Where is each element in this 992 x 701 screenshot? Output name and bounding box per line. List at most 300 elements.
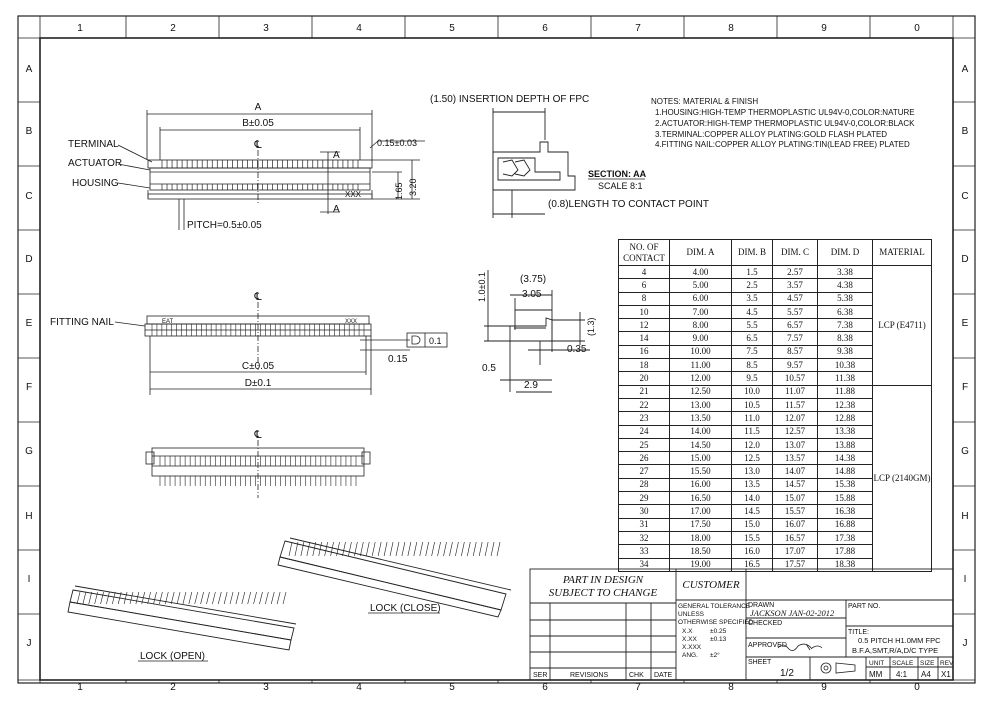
terminal-pin <box>189 592 192 604</box>
table-cell: 3.38 <box>818 266 873 279</box>
terminal-pin <box>467 542 470 556</box>
terminal-pin <box>248 592 251 604</box>
table-cell: 13.00 <box>670 398 732 411</box>
terminal-pin <box>265 592 268 604</box>
zone-number-top: 7 <box>635 23 641 34</box>
table-cell: 17.50 <box>670 518 732 531</box>
section-mark-top: A <box>333 150 340 161</box>
zone-number-bottom: 2 <box>170 682 176 693</box>
terminal-label: TERMINAL <box>68 139 119 150</box>
dim-b-label: B±0.05 <box>242 118 274 129</box>
size-label: SIZE <box>920 660 935 667</box>
table-cell: 4 <box>619 266 670 279</box>
terminal-pin <box>372 542 375 556</box>
zone-letter-right: I <box>963 574 967 585</box>
terminal-pin <box>89 592 92 604</box>
table-cell: 7.38 <box>818 319 873 332</box>
terminal-pin <box>271 592 274 604</box>
tolerance-unless: UNLESS <box>678 611 705 618</box>
table-cell: 15.0 <box>732 518 773 531</box>
table-cell: 12.50 <box>670 385 732 398</box>
zone-letter-right: E <box>961 318 969 329</box>
top-view-pins <box>162 160 358 190</box>
table-cell: 16.00 <box>670 478 732 491</box>
table-cell: 10.0 <box>732 385 773 398</box>
xxx-marking: XXX <box>345 190 362 199</box>
terminal-pin <box>449 542 452 556</box>
table-cell: 5.5 <box>732 319 773 332</box>
table-cell: 11.5 <box>732 425 773 438</box>
table-cell: 15.38 <box>818 478 873 491</box>
table-cell: 25 <box>619 438 670 451</box>
table-cell: 13.5 <box>732 478 773 491</box>
terminal-pin <box>195 592 198 604</box>
table-cell: 14.5 <box>732 505 773 518</box>
table-cell: 13.0 <box>732 465 773 478</box>
table-cell: 28 <box>619 478 670 491</box>
table-cell: 34 <box>619 558 670 571</box>
dim-10-label: 1.0±0.1 <box>477 272 487 302</box>
centerline-mark: ℄ <box>254 291 262 303</box>
terminal-pin <box>420 542 423 556</box>
dimension-table-body <box>619 266 932 572</box>
table-cell: 4.5 <box>732 305 773 318</box>
table-cell: 14.50 <box>670 438 732 451</box>
title-line-1: 0.5 PITCH H1.0MM FPC <box>858 636 941 645</box>
zone-letter-right: H <box>961 511 969 522</box>
table-cell: 10.00 <box>670 345 732 358</box>
table-cell: 17.07 <box>773 545 818 558</box>
zone-number-top: 5 <box>449 23 455 34</box>
table-cell: 21 <box>619 385 670 398</box>
table-cell: 15.07 <box>773 492 818 505</box>
table-cell: 22 <box>619 398 670 411</box>
tolerance-otherwise: OTHERWISE SPECIFIED <box>678 619 754 626</box>
dim-29-label: 2.9 <box>524 380 538 391</box>
dim-a-label: A <box>254 102 262 113</box>
iso-view-close-pins <box>289 542 500 556</box>
terminal-pin <box>342 542 345 556</box>
table-cell: 9.38 <box>818 345 873 358</box>
zone-number-top: 1 <box>77 23 83 34</box>
table-cell: 5.00 <box>670 279 732 292</box>
approved-label: APPROVED <box>748 642 787 649</box>
section-label: SECTION: AA <box>588 169 647 179</box>
tol-key: X.X <box>682 628 693 635</box>
table-cell: 2.5 <box>732 279 773 292</box>
table-cell: 15.5 <box>732 531 773 544</box>
table-cell: 8 <box>619 292 670 305</box>
table-cell: 15.00 <box>670 452 732 465</box>
terminal-pin <box>497 542 500 556</box>
terminal-pin <box>479 542 482 556</box>
table-cell: 27 <box>619 465 670 478</box>
table-cell: 12.0 <box>732 438 773 451</box>
terminal-pin <box>461 542 464 556</box>
unit-label: UNIT <box>869 660 885 667</box>
xxx-marking: XXX <box>345 319 358 325</box>
table-cell: 10.57 <box>773 372 818 385</box>
flatness-value: 0.1 <box>429 336 442 346</box>
table-cell: 16.38 <box>818 505 873 518</box>
table-cell: 10.5 <box>732 398 773 411</box>
note-line: 1.HOUSING:HIGH-TEMP THERMOPLASTIC UL94V-0,COLOR:NATURE <box>655 108 915 117</box>
table-cell: 6.00 <box>670 292 732 305</box>
terminal-pin <box>366 542 369 556</box>
lock-close-label: LOCK (CLOSE) <box>370 603 441 614</box>
part-in-design: PART IN DESIGN <box>562 574 644 586</box>
zone-letter-left: C <box>25 191 33 202</box>
table-cell: 18 <box>619 359 670 372</box>
terminal-pin <box>408 542 411 556</box>
table-cell: 6 <box>619 279 670 292</box>
table-cell: 23 <box>619 412 670 425</box>
material-cell-2: LCP (2140GM) <box>873 385 932 571</box>
revisions-label: REVISIONS <box>570 672 609 679</box>
table-cell: 17.57 <box>773 558 818 571</box>
header-material: MATERIAL <box>873 240 932 266</box>
dim-165-label: 1.65 <box>394 182 404 200</box>
terminal-pin <box>236 592 239 604</box>
table-cell: 17.88 <box>818 545 873 558</box>
ser-label: SER <box>533 672 548 679</box>
table-cell: 8.5 <box>732 359 773 372</box>
dim-375-label: (3.75) <box>520 274 547 285</box>
terminal-pin <box>325 542 328 556</box>
table-cell: 11.57 <box>773 398 818 411</box>
table-cell: 3.5 <box>732 292 773 305</box>
tol-val: ±0.13 <box>710 636 727 643</box>
table-cell: 13.07 <box>773 438 818 451</box>
terminal-pin <box>177 592 180 604</box>
terminal-pin <box>485 542 488 556</box>
zone-letter-left: G <box>25 446 33 457</box>
unit-value: MM <box>869 670 883 679</box>
zone-letter-left: H <box>25 511 33 522</box>
table-cell: 33 <box>619 545 670 558</box>
zone-letter-right: B <box>961 126 969 137</box>
terminal-pin <box>148 592 151 604</box>
subject-to-change: SUBJECT TO CHANGE <box>548 587 658 599</box>
header-contacts: NO. OF CONTACT <box>619 240 670 266</box>
zone-letter-right: D <box>961 254 969 265</box>
lock-open-label: LOCK (OPEN) <box>140 651 206 662</box>
table-cell: 3.57 <box>773 279 818 292</box>
terminal-pin <box>130 592 133 604</box>
scale-label: SCALE 8:1 <box>598 181 643 191</box>
table-cell: 12 <box>619 319 670 332</box>
zone-number-bottom: 9 <box>821 682 827 693</box>
checked-label: CHECKED <box>748 620 783 627</box>
zone-number-top: 4 <box>356 23 362 34</box>
zone-number-top: 2 <box>170 23 176 34</box>
material-cell-1: LCP (E4711) <box>873 266 932 386</box>
zone-letter-right: J <box>962 638 968 649</box>
terminal-pin <box>307 542 310 556</box>
terminal-pin <box>301 542 304 556</box>
table-cell: 9.00 <box>670 332 732 345</box>
date-label: DATE <box>654 672 673 679</box>
table-cell: 32 <box>619 531 670 544</box>
section-mark-bottom: A <box>333 204 340 215</box>
zone-number-top: 0 <box>914 23 920 34</box>
table-cell: 11.00 <box>670 359 732 372</box>
terminal-pin <box>283 592 286 604</box>
table-cell: 31 <box>619 518 670 531</box>
zone-number-top: 6 <box>542 23 548 34</box>
table-cell: 12.88 <box>818 412 873 425</box>
terminal-pin <box>390 542 393 556</box>
zone-number-bottom: 1 <box>77 682 83 693</box>
note-line: 2.ACTUATOR:HIGH-TEMP THERMOPLASTIC UL94V-0,COLOR:BLACK <box>655 119 915 128</box>
terminal-pin <box>414 542 417 556</box>
terminal-pin <box>136 592 139 604</box>
table-cell: 10.38 <box>818 359 873 372</box>
dim-c-label: C±0.05 <box>241 361 275 372</box>
table-cell: 12.5 <box>732 452 773 465</box>
table-cell: 10 <box>619 305 670 318</box>
title-block-text <box>533 574 954 679</box>
sheet-label: SHEET <box>748 659 772 666</box>
terminal-pin <box>259 592 262 604</box>
zone-letter-right: C <box>961 191 969 202</box>
dim-13-label: (1.3) <box>586 317 596 336</box>
table-cell: 30 <box>619 505 670 518</box>
terminal-pin <box>171 592 174 604</box>
tol-key: ANG. <box>682 652 698 659</box>
table-cell: 16.88 <box>818 518 873 531</box>
note-line: 4.FITTING NAIL:COPPER ALLOY PLATING:TIN(LEAD FREE) PLATED <box>655 140 910 149</box>
table-cell: 13.50 <box>670 412 732 425</box>
table-cell: 13.38 <box>818 425 873 438</box>
table-cell: 6.38 <box>818 305 873 318</box>
iso-view-open-pins <box>77 592 286 604</box>
table-cell: 20 <box>619 372 670 385</box>
terminal-pin <box>455 542 458 556</box>
table-cell: 11.07 <box>773 385 818 398</box>
terminal-pin <box>183 592 186 604</box>
zone-number-bottom: 0 <box>914 682 920 693</box>
customer-label: CUSTOMER <box>682 579 740 591</box>
general-tolerance: GENERAL TOLERANCE <box>678 603 751 610</box>
table-cell: 9.57 <box>773 359 818 372</box>
tol-val: ±2° <box>710 652 720 659</box>
table-cell: 11.0 <box>732 412 773 425</box>
table-cell: 8.00 <box>670 319 732 332</box>
table-cell: 24 <box>619 425 670 438</box>
table-cell: 16.07 <box>773 518 818 531</box>
terminal-pin <box>83 592 86 604</box>
table-cell: 11.88 <box>818 385 873 398</box>
drawn-by: JACKSON JAN-02-2012 <box>750 608 835 618</box>
tol-val: ±0.25 <box>710 628 727 635</box>
terminal-pin <box>444 542 447 556</box>
table-cell: 12.07 <box>773 412 818 425</box>
zone-number-bottom: 5 <box>449 682 455 693</box>
zone-letter-left: J <box>26 638 32 649</box>
scale-label: SCALE <box>892 660 914 667</box>
tol-key: X.XX <box>682 636 697 643</box>
table-cell: 15.88 <box>818 492 873 505</box>
terminal-pin <box>396 542 399 556</box>
table-cell: 6.5 <box>732 332 773 345</box>
zone-number-bottom: 4 <box>356 682 362 693</box>
table-cell: 13.88 <box>818 438 873 451</box>
table-cell: 14.07 <box>773 465 818 478</box>
dim-015-label: 0.15±0.03 <box>377 138 417 148</box>
table-cell: 16 <box>619 345 670 358</box>
zone-letter-right: A <box>961 64 969 75</box>
projection-symbol-icon <box>821 663 855 673</box>
table-cell: 16.50 <box>670 492 732 505</box>
terminal-pin <box>378 542 381 556</box>
terminal-pin <box>230 592 233 604</box>
terminal-pin <box>426 542 429 556</box>
table-cell: 1.5 <box>732 266 773 279</box>
terminal-pin <box>348 542 351 556</box>
pitch-label: PITCH=0.5±0.05 <box>187 220 262 231</box>
table-cell: 18.50 <box>670 545 732 558</box>
part-no-label: PART NO. <box>848 603 881 610</box>
zone-number-bottom: 8 <box>728 682 734 693</box>
dimension-table <box>618 239 932 572</box>
table-cell: 7.00 <box>670 305 732 318</box>
table-cell: 16.57 <box>773 531 818 544</box>
table-cell: 18.38 <box>818 558 873 571</box>
table-cell: 8.38 <box>818 332 873 345</box>
tol-key: X.XXX <box>682 644 702 651</box>
sheet-value: 1/2 <box>780 668 794 679</box>
table-cell: 17.00 <box>670 505 732 518</box>
header-dim-a: DIM. A <box>670 240 732 266</box>
dim-035-label: 0.35 <box>567 344 587 355</box>
zone-letter-left: B <box>25 126 33 137</box>
centerline-mark: ℄ <box>254 429 262 441</box>
table-cell: 12.57 <box>773 425 818 438</box>
table-cell: 16.0 <box>732 545 773 558</box>
title-label: TITLE: <box>848 629 870 636</box>
note-line: 3.TERMINAL:COPPER ALLOY PLATING:GOLD FLASH PLATED <box>655 130 888 139</box>
table-cell: 15.57 <box>773 505 818 518</box>
terminal-pin <box>101 592 104 604</box>
terminal-pin <box>159 592 162 604</box>
length-contact-label: (0.8)LENGTH TO CONTACT POINT <box>548 199 709 210</box>
zone-letter-left: I <box>27 574 31 585</box>
zone-letter-left: D <box>25 254 33 265</box>
rev-label: REV <box>940 660 954 667</box>
terminal-pin <box>206 592 209 604</box>
table-row <box>619 266 932 279</box>
terminal-pin <box>212 592 215 604</box>
table-cell: 26 <box>619 452 670 465</box>
table-cell: 7.5 <box>732 345 773 358</box>
dim-320-label: 3.20 <box>408 178 418 196</box>
terminal-pin <box>491 542 494 556</box>
table-cell: 14.57 <box>773 478 818 491</box>
table-cell: 16.5 <box>732 558 773 571</box>
terminal-pin <box>384 542 387 556</box>
actuator-label: ACTUATOR <box>68 158 123 169</box>
table-cell: 9.5 <box>732 372 773 385</box>
table-cell: 14 <box>619 332 670 345</box>
terminal-pin <box>331 542 334 556</box>
terminal-pin <box>473 542 476 556</box>
table-cell: 14.00 <box>670 425 732 438</box>
terminal-pin <box>77 592 80 604</box>
table-cell: 7.57 <box>773 332 818 345</box>
terminal-pin <box>254 592 257 604</box>
table-cell: 5.38 <box>818 292 873 305</box>
eat-marking: EAT <box>162 319 174 325</box>
terminal-pin <box>218 592 221 604</box>
terminal-pin <box>124 592 127 604</box>
zone-number-bottom: 3 <box>263 682 269 693</box>
table-row <box>619 385 932 398</box>
scale-value: 4:1 <box>896 670 908 679</box>
dim-05-label: 0.5 <box>482 363 496 374</box>
table-cell: 17.38 <box>818 531 873 544</box>
terminal-pin <box>360 542 363 556</box>
housing-label: HOUSING <box>72 178 119 189</box>
table-cell: 12.00 <box>670 372 732 385</box>
title-line-2: B.F.A,SMT,R/A,D/C TYPE <box>852 646 939 655</box>
drawn-label: DRAWN <box>748 602 775 609</box>
dim-015-label: 0.15 <box>388 354 408 365</box>
zone-letter-left: E <box>25 318 33 329</box>
bottom-view <box>146 440 370 498</box>
table-cell: 11.38 <box>818 372 873 385</box>
dim-305-label: 3.05 <box>522 289 542 300</box>
header-dim-b: DIM. B <box>732 240 773 266</box>
table-cell: 13.57 <box>773 452 818 465</box>
table-cell: 4.57 <box>773 292 818 305</box>
table-cell: 2.57 <box>773 266 818 279</box>
terminal-pin <box>289 542 292 556</box>
terminal-pin <box>242 592 245 604</box>
table-cell: 14.38 <box>818 452 873 465</box>
terminal-pin <box>402 542 405 556</box>
zone-number-bottom: 7 <box>635 682 641 693</box>
table-cell: 6.57 <box>773 319 818 332</box>
zone-number-top: 8 <box>728 23 734 34</box>
insertion-depth-label: (1.50) INSERTION DEPTH OF FPC <box>430 94 590 105</box>
table-cell: 29 <box>619 492 670 505</box>
fitting-nail-label: FITTING NAIL <box>50 317 114 328</box>
front-view <box>115 302 447 395</box>
table-cell: 8.57 <box>773 345 818 358</box>
zone-number-bottom: 6 <box>542 682 548 693</box>
zone-number-top: 3 <box>263 23 269 34</box>
table-cell: 5.57 <box>773 305 818 318</box>
chk-label: CHK <box>629 672 644 679</box>
rev-value: X1 <box>941 670 951 679</box>
table-cell: 19.00 <box>670 558 732 571</box>
terminal-pin <box>224 592 227 604</box>
terminal-pin <box>112 592 115 604</box>
terminal-pin <box>106 592 109 604</box>
zone-letter-left: F <box>25 382 33 393</box>
table-cell: 15.50 <box>670 465 732 478</box>
zone-letter-right: G <box>961 446 969 457</box>
dim-d-label: D±0.1 <box>244 378 272 389</box>
table-cell: 12.38 <box>818 398 873 411</box>
table-cell: 4.38 <box>818 279 873 292</box>
table-cell: 14.0 <box>732 492 773 505</box>
terminal-pin <box>277 592 280 604</box>
centerline-mark: ℄ <box>254 139 262 151</box>
notes-heading: NOTES: MATERIAL & FINISH <box>651 97 759 106</box>
header-dim-d: DIM. D <box>818 240 873 266</box>
